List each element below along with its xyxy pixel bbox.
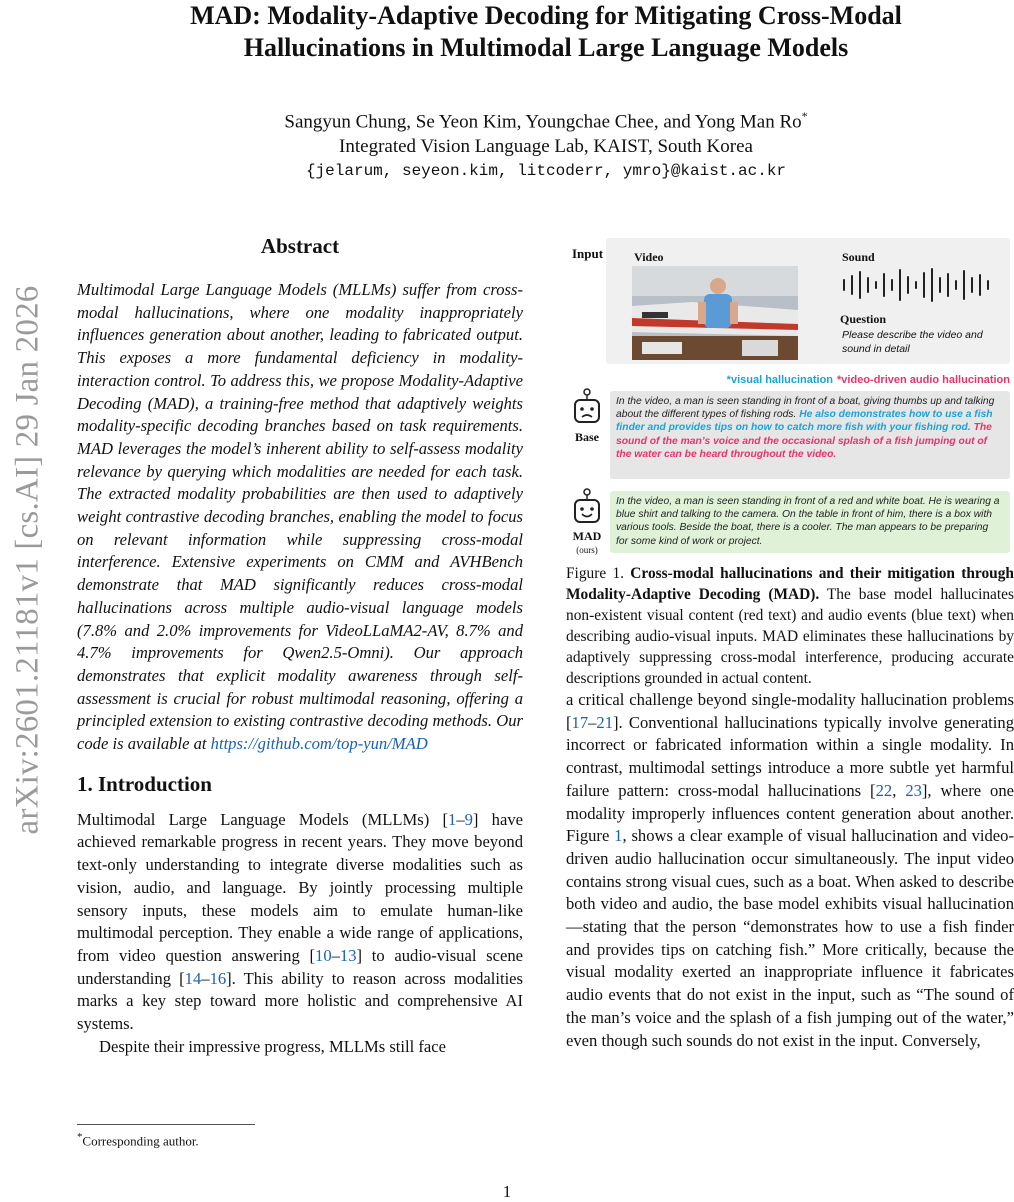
citation-link[interactable]: 10: [315, 945, 332, 965]
abstract-text: [77, 279, 523, 756]
base-label: Base: [575, 430, 599, 444]
text-run: ]. This ability to reason across modalities marks a key step toward more holistic and comprehensive AI systems.: [77, 968, 524, 1034]
citation-link[interactable]: 9: [464, 809, 473, 829]
title-line-2: Hallucinations in Multimodal Large Language Models: [243, 33, 849, 62]
input-label: Input: [572, 246, 604, 261]
text-run: ]. Conventional hallucinations typically involve generating incorrect or fabricated information within a single modality. In contrast, multimodal settings introduce a more subtle yet harmful failure pattern: cross-modal hallucinations [: [566, 712, 1014, 800]
citation-link[interactable]: 14: [184, 968, 202, 988]
base-response-text: [616, 395, 1002, 461]
text-run: ,: [892, 780, 906, 800]
author-list: Sangyun Chung, Se Yeon Kim, Youngchae Chee, and Yong Man Ro: [284, 111, 802, 133]
text-run: ] to audio-visual scene understanding [: [77, 945, 524, 988]
mad-response-text: In the video, a man is seen standing in front of a red and white boat. He is wearing a blue shirt and talking to the camera. On the table in front of him, there is a box with various tools. Beside the boat, there is a cooler. The man appears to be preparing for some kind of work or project.: [616, 496, 1000, 547]
code-link[interactable]: https://github.com/top-yun/MAD: [210, 734, 428, 754]
citation-link[interactable]: 17: [571, 712, 589, 732]
title-line-1: MAD: Modality-Adaptive Decoding for Mitigating Cross-Modal: [190, 1, 902, 30]
citation-link[interactable]: 22: [875, 780, 893, 800]
text-run: –: [588, 712, 597, 732]
paper-title: [78, 0, 1014, 64]
caption-body: The base model hallucinates non-existent visual content (red text) and audio events (blue text) when describing audio-visual inputs. MAD eliminates these hallucinations by adaptively suppressing cross-modal interference, producing accurate descriptions grounded in actual content.: [566, 586, 1014, 687]
mad-label: MAD: [572, 529, 602, 543]
sound-waveform: [842, 268, 992, 302]
video-thumbnail: [632, 266, 798, 360]
input-panel: [606, 238, 1010, 364]
figure-legend: [606, 374, 1010, 386]
figure-reference-link[interactable]: 1: [614, 826, 623, 846]
citation-link[interactable]: 23: [905, 780, 922, 800]
abstract-heading: Abstract: [260, 234, 340, 258]
sound-label: Sound: [842, 250, 875, 264]
text-run: –: [201, 968, 210, 988]
author-block: [78, 104, 1014, 184]
base-audio-hallucination: The sound of the man’s voice and the occasional splash of a fish jumping out of the water can be heard throughout the video.: [616, 422, 992, 460]
base-response: [610, 391, 1010, 479]
intro-heading: 1. Introduction: [77, 771, 212, 796]
affiliation: Integrated Vision Language Lab, KAIST, South Korea: [339, 136, 753, 158]
question-text: Please describe the video and sound in detail: [842, 329, 983, 355]
intro-paragraph-2: Despite their impressive progress, MLLMs still face: [99, 1036, 447, 1056]
author-emails: {jelarum, seyeon.kim, litcoderr, ymro}@kaist.ac.kr: [305, 162, 787, 181]
legend-visual: *visual hallucination: [726, 374, 834, 386]
arxiv-identifier: arXiv:2601.21181v1 [cs.AI] 29 Jan 2026: [9, 285, 46, 835]
footnote-text: Corresponding author.: [82, 1133, 199, 1149]
citation-link[interactable]: 13: [339, 945, 357, 965]
figure-caption: [566, 563, 1014, 689]
intro-paragraph-1: [77, 809, 523, 1036]
caption-prefix: Figure 1.: [566, 565, 624, 582]
right-column: [566, 238, 1014, 1052]
citation-link[interactable]: 1: [448, 809, 457, 829]
text-run: –: [456, 809, 465, 829]
abstract-body: Multimodal Large Language Models (MLLMs) suffer from cross-modal hallucinations, where one modality inappropriately influences generation about another, leading to fabricated output. This exposes a more fundamental deficiency in modality-interaction control. To address this, we propose Modality-Adaptive Decoding (MAD), a training-free method that adaptively weights modality-specific decoding branches based on task requirements. MAD leverages the model’s inherent ability to self-assess modality relevance by querying which modalities are needed for each task. The extracted modality probabilities are then used to adaptively weight contrastive decoding branches, enabling the model to focus on relevant information while suppressing cross-modal interference. Extensive experiments on CMM and AVHBench demonstrate that MAD significantly reduces cross-modal hallucinations across multiple audio-visual language models (7.8% and 2.0% improvements for VideoLLaMA2-AV, 8.7% and 4.7% improvements for Qwen2.5-Omni). Our approach demonstrates that explicit modality awareness through self-assessment is crucial for robust multimodal reasoning, offering a principled extension to existing contrastive decoding methods. Our code is available at: [77, 280, 523, 754]
video-frame-illustration: [632, 266, 798, 360]
text-run: ] have achieved remarkable progress in recent years. They move beyond text-only understanding to integrate diverse modalities such as vision, audio, and language. By jointly processing multiple sensory inputs, these models aim to emulate human-like multimodal perception. They enable a wide range of applications, from video question answering [: [77, 809, 524, 965]
footnote: [77, 1124, 523, 1149]
arxiv-sidebar: [0, 220, 58, 900]
ours-label: (ours): [576, 545, 598, 555]
footnote-mark: *: [77, 1131, 83, 1143]
citation-link[interactable]: 21: [596, 712, 614, 732]
text-run: a critical challenge beyond single-modality hallucination problems [: [566, 690, 1014, 732]
citation-link[interactable]: 16: [209, 968, 227, 988]
text-run: –: [331, 945, 340, 965]
base-plain-text: In the video, a man is seen standing in front of a boat, giving thumbs up and talking about the different types of fishing rods.: [616, 396, 995, 421]
left-column: [77, 234, 523, 1059]
text-run: , shows a clear example of visual hallucination and video-driven audio hallucination occur simultaneously. The input video contains strong visual cues, such as a boat. When asked to describe both video and audio, the base model exhibits visual hallucination—stating that the person “demonstrates how to use a fish finder and provides tips on catching fish.” More critically, because the visual modality exerted an inappropriate influence it fabricates audio events that do not exist in the input, such as “The sound of the man’s voice and the splash of a fish jumping out of the water,” even though such sounds do not exist in the input. Conversely,: [566, 826, 1014, 1050]
right-paragraph: [566, 689, 1014, 1052]
caption-title: Cross-modal hallucinations and their mitigation through Modality-Adaptive Decoding (MAD).: [566, 565, 1014, 603]
happy-robot-icon: [572, 488, 602, 528]
base-visual-hallucination: He also demonstrates how to use a fish finder and provides tips on how to catch more fish with your fishing rod.: [616, 409, 993, 434]
video-label: Video: [634, 250, 664, 264]
text-run: ], where one modality improperly influences content generation about another. Figure: [566, 780, 1014, 846]
legend-audio: *video-driven audio hallucination: [837, 374, 1010, 386]
question-label: Question: [840, 312, 887, 326]
author-mark: *: [801, 109, 808, 123]
mad-response: [610, 491, 1010, 553]
figure-1: [566, 238, 1014, 553]
text-run: Multimodal Large Language Models (MLLMs) [: [77, 809, 449, 829]
page-number: 1: [502, 1182, 512, 1201]
footnote-rule: [77, 1124, 255, 1125]
sad-robot-icon: [572, 388, 602, 428]
